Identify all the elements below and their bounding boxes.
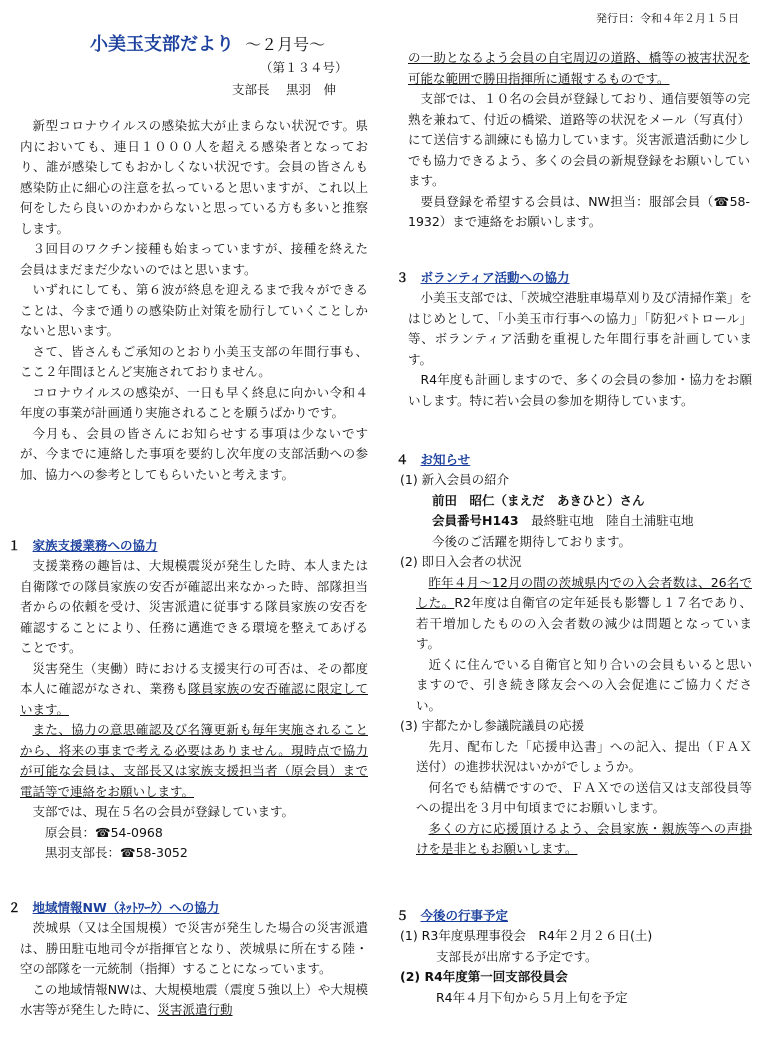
schedule-item: (1) R3年度県理事役会 R4年２月２６日(土) bbox=[400, 928, 653, 943]
subitem-label: (3) 宇都たかし参議院議員の応援 bbox=[400, 718, 585, 733]
section-paragraph: 要員登録を希望する会員は、NW担当：服部会員（☎58-1932）まで連絡をお願いします。 bbox=[408, 193, 750, 229]
section-paragraph: の一助となるよう会員の自宅周辺の道路、橋等の被害状況を可能な範囲で勝田指揮所に通報するものです。 bbox=[408, 50, 750, 86]
intro-paragraph: さて、皆さんもご承知のとおり小美玉支部の年間行事も、ここ２年間ほとんど実施されておりません。 bbox=[20, 343, 368, 379]
section-paragraph: 何名でも結構ですので、ＦＡＸでの送信又は支部役員等への提出を３月中旬頃までにお願いします。 bbox=[416, 779, 752, 815]
contact-line: 黒羽支部長：☎58-3052 bbox=[45, 845, 188, 860]
schedule-note: R4年４月下旬から５月上旬を予定 bbox=[436, 989, 628, 1005]
section-paragraph: 近くに住んでいる自衛官と知り合いの会員もいると思いますので、引き続き隊友会への入会促進にご協力ください。 bbox=[416, 656, 752, 713]
subitem-label: (2) 即日入会者の状況 bbox=[400, 554, 522, 569]
intro-paragraph: ３回目のワクチン接種も始まっていますが、接種を終えた会員はまだまだ少ないのではと思います。 bbox=[20, 241, 368, 277]
section-5 bbox=[396, 906, 752, 1008]
section-paragraph: 支部では、現在５名の会員が登録しています。 bbox=[32, 804, 295, 819]
contact-line: 原会員：☎54-0968 bbox=[45, 824, 163, 840]
newsletter-subtitle: ～２月号～ bbox=[245, 35, 326, 54]
section-paragraph: 小美玉支部では、「茨城空港駐車場草刈り及び清掃作業」をはじめとして、「小美玉市行事への協力」「防犯パトロール」等、ボランティア活動を重視した年間行事を計画しています。 bbox=[408, 290, 752, 367]
section-3 bbox=[396, 268, 752, 411]
intro-paragraph: コロナウイルスの感染が、一日も早く終息に向かい令和４年度の事業が計画通り実施されることを願うばかりです。 bbox=[20, 384, 368, 420]
section-paragraph: 支援業務の趣旨は、大規模震災が発生した時、本人または自衛隊での隊員家族の安否が確認出来なかった時、部隊担当者からの依頼を受け、災害派遣に従事する隊員家族の安否を確認することにより、任務に邁進できる環境を整えてあげることです。 bbox=[20, 558, 368, 655]
title-block bbox=[90, 30, 325, 56]
intro-paragraph: いずれにしても、第６波が終息を迎えるまで我々ができることは、今まで通りの感染防止対策を励行していくことしかないと思います。 bbox=[20, 282, 368, 338]
new-member-info: 会員番号H143 最終駐屯地 陸自土浦駐屯地 bbox=[432, 513, 694, 528]
intro-paragraph: 今月も、会員の皆さんにお知らせする事項は少ないですが、今までに連絡した事項を要約し次年度の支部活動への参加、協力への参考としてもらいたいと考えます。 bbox=[20, 425, 368, 482]
section-paragraph: 茨城県（又は全国規模）で災害が発生した場合の災害派遣は、勝田駐屯地司令が指揮官となり、茨城県に所在する陸・空の部隊を一元統制（指揮）することになっています。 bbox=[20, 920, 368, 976]
schedule-item: (2) R4年度第一回支部役員会 bbox=[400, 969, 568, 984]
issue-number: （第１３４号） bbox=[260, 60, 348, 75]
issue-date: 発行日：令和４年２月１５日 bbox=[596, 12, 739, 25]
section-2-continued bbox=[408, 48, 750, 233]
schedule-note: 支部長が出席する予定です。 bbox=[436, 948, 598, 964]
intro-paragraph: 新型コロナウイルスの感染拡大が止まらない状況です。県内においても、連日１０００人を超える感染者となっており、誰が感染してもおかしくない状況です。会員の皆さんも感染防止に細心の注意を払っていると思いますが、これ以上何をしたら良いのかわからないと思っている方も多いと推察します。 bbox=[20, 118, 368, 236]
new-member-note: 今後のご活躍を期待しております。 bbox=[432, 533, 632, 549]
new-member-name: 前田 昭仁（まえだ あきひと）さん bbox=[432, 492, 645, 508]
newsletter-title: 小美玉支部だより bbox=[90, 34, 234, 55]
section-paragraph: 支部では、１０名の会員が登録しており、通信要領等の完熟を兼ねて、付近の橋梁、道路等の状況をメール（写真付）にて送信する訓練にも協力しています。災害派遣活動に少しでも協力できるよう、多くの会員の新規登録をお願いしています。 bbox=[408, 91, 750, 188]
section-paragraph: 昨年４月～12月の間の茨城県内での入会者数は、26名でした。R2年度は自衛官の定年延長も影響し１７名であり、若干増加したものの入会者数の減少は問題となっています。 bbox=[416, 574, 752, 651]
section-heading: １ 家族支援業務への協力 bbox=[8, 538, 158, 553]
section-4 bbox=[396, 450, 752, 860]
section-heading: ４ お知らせ bbox=[396, 452, 471, 467]
section-heading: ２ 地域情報NW（ﾈｯﾄﾜｰｸ）への協力 bbox=[8, 900, 220, 915]
subitem-label: (1) 新入会員の紹介 bbox=[400, 472, 510, 487]
section-2 bbox=[8, 898, 368, 1021]
section-paragraph: また、協力の意思確認及び名簿更新も毎年実施されることから、将来の事まで考える必要はありません。現時点で協力が可能な会員は、支部長又は家族支援担当者（原会員）まで電話等で連絡をお願いします。 bbox=[20, 722, 368, 799]
section-paragraph: この地域情報NWは、大規模地震（震度５強以上）や大規模水害等が発生した時に、災害派遣行動 bbox=[20, 981, 368, 1017]
intro-section bbox=[20, 116, 368, 485]
section-paragraph: R4年度も計画しますので、多くの会員の参加・協力をお願いします。特に若い会員の参加を期待しています。 bbox=[408, 372, 752, 408]
section-heading: ５ 今後の行事予定 bbox=[396, 908, 509, 923]
section-heading: ３ ボランティア活動への協力 bbox=[396, 270, 570, 285]
section-1 bbox=[8, 536, 368, 864]
section-paragraph: 災害発生（実働）時における支援実行の可否は、その都度本人に確認がなされ、業務も隊員家族の安否確認に限定しています。 bbox=[20, 660, 368, 717]
author: 支部長 黒羽 伸 bbox=[232, 82, 336, 97]
section-paragraph: 先月、配布した「応援申込書」への記入、提出（ＦＡＸ送付）の進捗状況はいかがでしょうか。 bbox=[416, 738, 752, 774]
section-paragraph: 多くの方に応援頂けるよう、会員家族・親族等への声掛けを是非ともお願いします。 bbox=[416, 820, 752, 856]
